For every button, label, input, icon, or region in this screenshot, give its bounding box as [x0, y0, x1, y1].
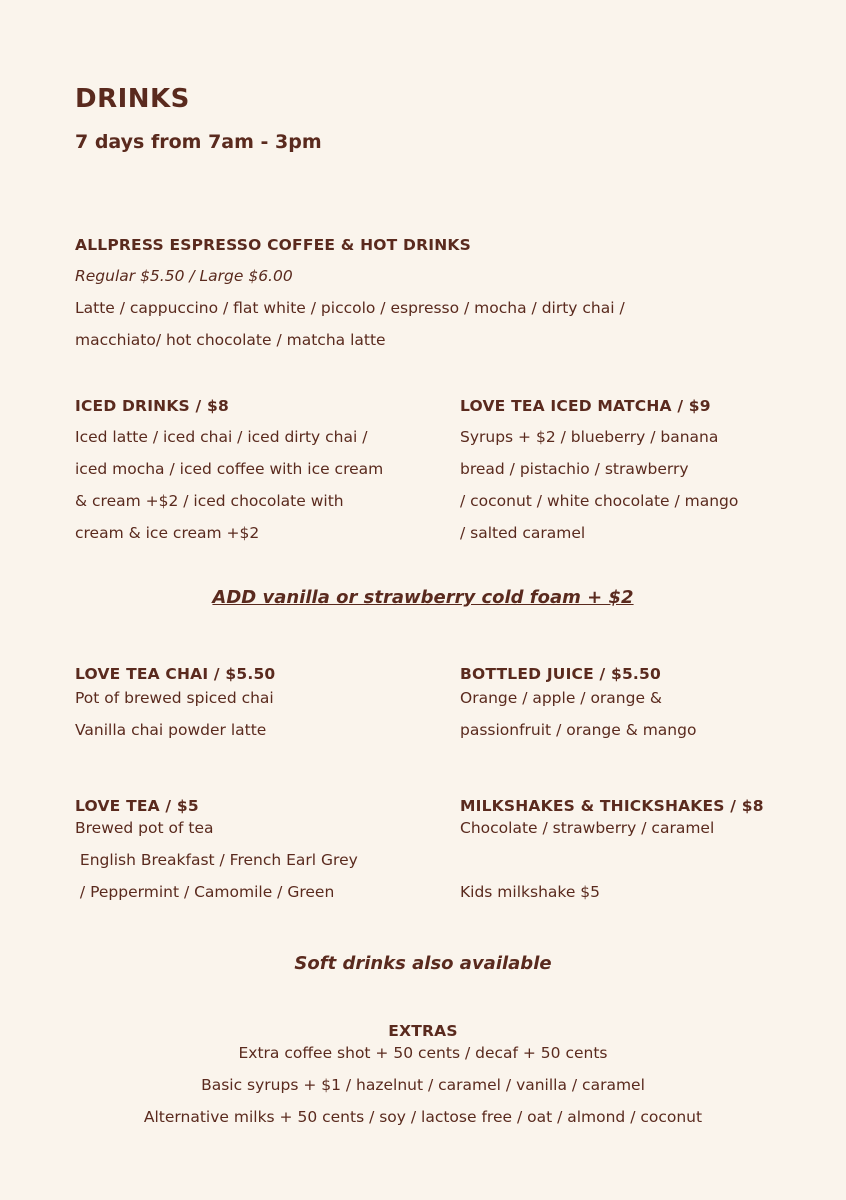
- extras-line: Basic syrups + $1 / hazelnut / caramel / vanilla / caramel: [201, 1076, 645, 1094]
- extras-line: Alternative milks + 50 cents / soy / lactose free / oat / almond / coconut: [143, 1108, 703, 1126]
- chai-line: Vanilla chai powder latte: [75, 721, 267, 739]
- extras-section: [0, 1022, 846, 1133]
- iced-drinks-line: & cream +$2 / iced chocolate with: [75, 492, 344, 510]
- juice-line: passionfruit / orange & mango: [460, 721, 697, 739]
- tea-line: Brewed pot of tea: [75, 819, 214, 837]
- iced-drinks-line: Iced latte / iced chai / iced dirty chai /: [75, 428, 368, 446]
- tea-line: / Peppermint / Camomile / Green: [75, 883, 335, 901]
- iced-matcha-line: Syrups + $2 / blueberry / banana: [460, 428, 719, 446]
- cold-foam-note: [0, 587, 846, 608]
- coffee-line: macchiato/ hot chocolate / matcha latte: [75, 331, 386, 349]
- iced-drinks-heading: ICED DRINKS / $8: [75, 397, 229, 415]
- soft-drinks-note: Soft drinks also available: [294, 953, 552, 974]
- juice-heading: BOTTLED JUICE / $5.50: [460, 665, 661, 683]
- chai-heading: LOVE TEA CHAI / $5.50: [75, 665, 276, 683]
- cold-foam-text: ADD vanilla or strawberry cold foam + $2: [212, 587, 634, 608]
- chai-line: Pot of brewed spiced chai: [75, 689, 274, 707]
- shakes-heading: MILKSHAKES & THICKSHAKES / $8: [460, 797, 764, 815]
- iced-drinks-section: [75, 397, 383, 549]
- iced-drinks-line: iced mocha / iced coffee with ice cream: [75, 460, 384, 478]
- chai-section: [75, 665, 275, 746]
- extras-line: Extra coffee shot + 50 cents / decaf + 50 cents: [238, 1044, 608, 1062]
- coffee-line: Latte / cappuccino / flat white / piccolo / espresso / mocha / dirty chai /: [75, 299, 625, 317]
- shakes-section: [460, 797, 764, 908]
- coffee-price: Regular $5.50 / Large $6.00: [75, 267, 293, 285]
- juice-line: Orange / apple / orange &: [460, 689, 663, 707]
- extras-heading: EXTRAS: [388, 1022, 458, 1040]
- opening-hours: 7 days from 7am - 3pm: [75, 131, 322, 153]
- tea-heading: LOVE TEA / $5: [75, 797, 199, 815]
- juice-section: [460, 665, 696, 746]
- iced-matcha-line: bread / pistachio / strawberry: [460, 460, 689, 478]
- page-title: DRINKS: [75, 84, 190, 114]
- coffee-heading: ALLPRESS ESPRESSO COFFEE & HOT DRINKS: [75, 236, 471, 254]
- shakes-line: Chocolate / strawberry / caramel: [460, 819, 715, 837]
- iced-drinks-line: cream & ice cream +$2: [75, 524, 260, 542]
- tea-line: English Breakfast / French Earl Grey: [75, 851, 358, 869]
- iced-matcha-line: / coconut / white chocolate / mango: [460, 492, 739, 510]
- coffee-section: [75, 236, 625, 356]
- iced-matcha-section: [460, 397, 738, 549]
- kids-milkshake: Kids milkshake $5: [460, 883, 601, 901]
- tea-section: [75, 797, 358, 908]
- iced-matcha-line: / salted caramel: [460, 524, 586, 542]
- iced-matcha-heading: LOVE TEA ICED MATCHA / $9: [460, 397, 711, 415]
